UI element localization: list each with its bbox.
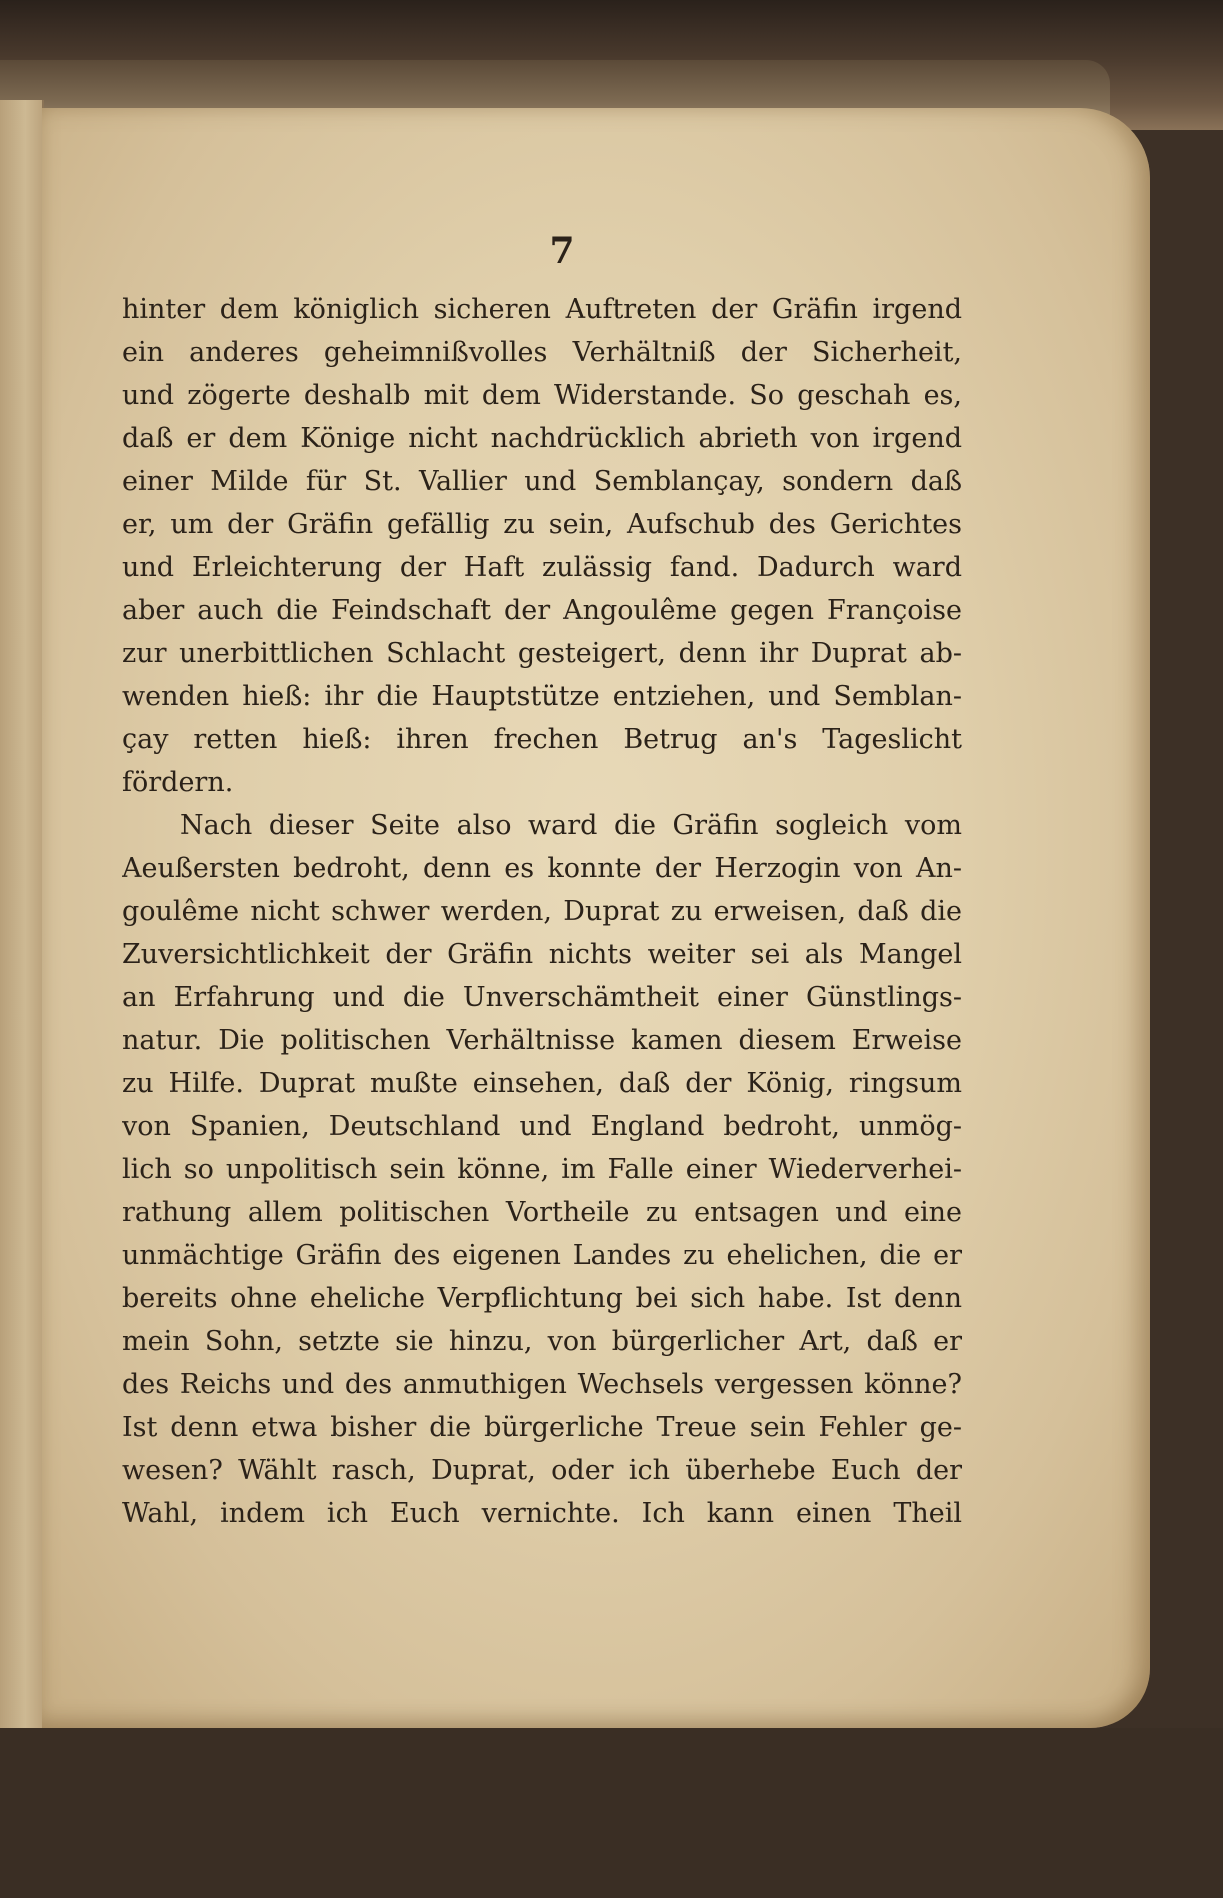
- text-line: lich so unpolitisch sein könne, im Falle einer Wiederverhei-: [122, 1154, 962, 1185]
- text-line: goulême nicht schwer werden, Duprat zu erweisen, daß die: [122, 896, 962, 927]
- paragraph-end-line: fördern.: [122, 767, 234, 798]
- page-number: 7: [549, 230, 575, 272]
- text-line: mein Sohn, setzte sie hinzu, von bürgerlicher Art, daß er: [122, 1326, 962, 1357]
- text-line: er, um der Gräfin gefällig zu sein, Aufschub des Gerichtes: [122, 509, 962, 540]
- book-page: [42, 108, 1150, 1728]
- facing-page-edge: [0, 100, 44, 1800]
- text-line: çay retten hieß: ihren frechen Betrug an's Tageslicht: [122, 724, 962, 755]
- text-line: Wahl, indem ich Euch vernichte. Ich kann einen Theil: [122, 1498, 962, 1529]
- text-line: ein anderes geheimnißvolles Verhältniß der Sicherheit,: [122, 337, 962, 368]
- body-text: [122, 288, 962, 1535]
- text-line: und Erleichterung der Haft zulässig fand. Dadurch ward: [122, 552, 962, 583]
- text-line: des Reichs und des anmuthigen Wechsels vergessen könne?: [122, 1369, 962, 1400]
- text-line: wenden hieß: ihr die Hauptstütze entziehen, und Semblan-: [122, 681, 962, 712]
- text-line: an Erfahrung und die Unverschämtheit einer Günstlings-: [122, 982, 962, 1013]
- text-line: unmächtige Gräfin des eigenen Landes zu ehelichen, die er: [122, 1240, 962, 1271]
- text-line: aber auch die Feindschaft der Angoulême gegen Françoise: [122, 595, 962, 626]
- book-background-bottom: [0, 1728, 1223, 1898]
- text-line: einer Milde für St. Vallier und Semblançay, sondern daß: [122, 466, 962, 497]
- text-line: Ist denn etwa bisher die bürgerliche Treue sein Fehler ge-: [122, 1412, 962, 1443]
- text-line: Zuversichtlichkeit der Gräfin nichts weiter sei als Mangel: [122, 939, 962, 970]
- text-line: daß er dem Könige nicht nachdrücklich abrieth von irgend: [122, 423, 962, 454]
- text-line: von Spanien, Deutschland und England bedroht, unmög-: [122, 1111, 962, 1142]
- text-line: rathung allem politischen Vortheile zu entsagen und eine: [122, 1197, 962, 1228]
- paragraph-start-line: Nach dieser Seite also ward die Gräfin sogleich vom: [180, 810, 962, 841]
- text-line: natur. Die politischen Verhältnisse kamen diesem Erweise: [122, 1025, 962, 1056]
- text-line: und zögerte deshalb mit dem Widerstande. So geschah es,: [122, 380, 962, 411]
- text-line: bereits ohne eheliche Verpflichtung bei sich habe. Ist denn: [122, 1283, 962, 1314]
- text-line: zu Hilfe. Duprat mußte einsehen, daß der König, ringsum: [122, 1068, 962, 1099]
- text-line: Aeußersten bedroht, denn es konnte der Herzogin von An-: [122, 853, 962, 884]
- text-line: wesen? Wählt rasch, Duprat, oder ich überhebe Euch der: [122, 1455, 962, 1486]
- text-line: hinter dem königlich sicheren Auftreten der Gräfin irgend: [122, 294, 962, 325]
- text-line: zur unerbittlichen Schlacht gesteigert, denn ihr Duprat ab-: [122, 638, 962, 669]
